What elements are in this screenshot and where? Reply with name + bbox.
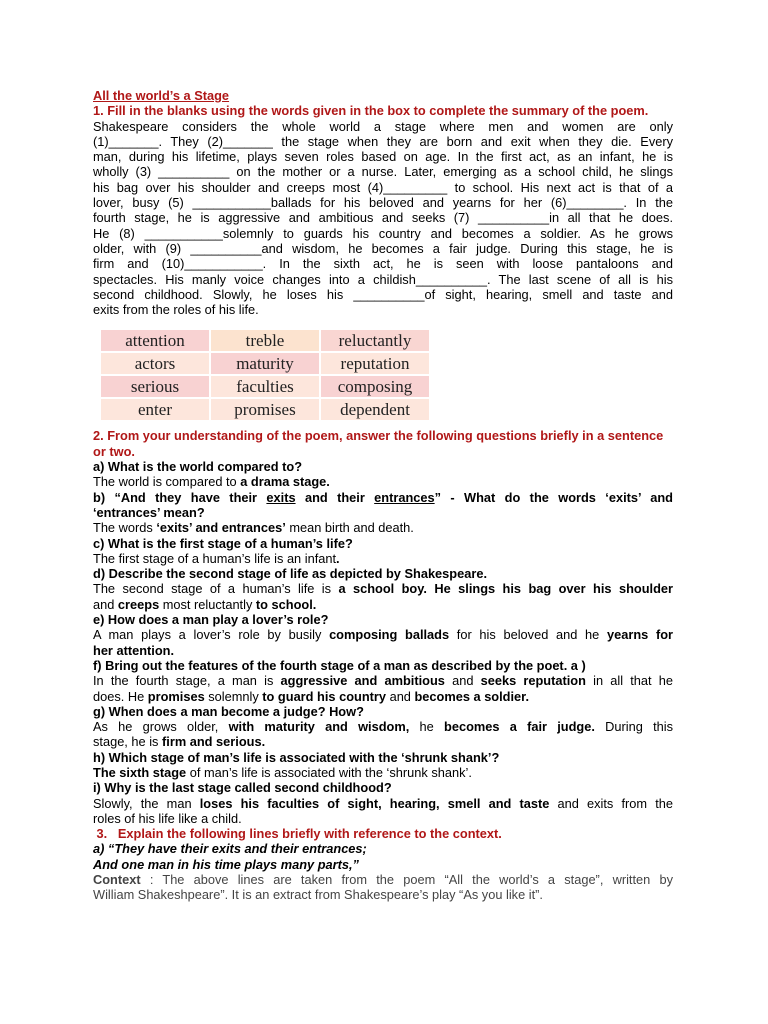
word-cell: dependent bbox=[321, 399, 429, 420]
answer-text: The second stage of a human’s life is bbox=[93, 581, 339, 597]
answer-text: and exits from the bbox=[549, 795, 673, 811]
answer-c bbox=[93, 551, 673, 566]
answer-text: In the fourth stage, a man is bbox=[93, 673, 281, 689]
question-b bbox=[93, 490, 673, 505]
question-3-heading: 3. Explain the following lines briefly with reference to the context. bbox=[93, 826, 502, 842]
answer-g bbox=[93, 719, 673, 734]
answer-text: A man plays a lover’s role by busily bbox=[93, 627, 330, 643]
context-line2: William Shakeshpeare”. It is an extract from Shakespeare’s play “As you like it”. bbox=[93, 887, 543, 903]
answer-text: mean birth and death. bbox=[285, 520, 414, 536]
question-underlined: exits bbox=[266, 489, 296, 505]
word-box-row bbox=[101, 353, 429, 374]
question-d: d) Describe the second stage of life as depicted by Shakespeare. bbox=[93, 566, 487, 582]
context-paragraph bbox=[93, 872, 673, 887]
word-cell: reputation bbox=[321, 353, 429, 374]
answer-i-line2: roles of his life like a child. bbox=[93, 810, 242, 826]
answer-text: The world is compared to bbox=[93, 474, 241, 490]
answer-bold: a school boy. He slings his bag over his shoulder bbox=[338, 581, 673, 597]
answer-text: and bbox=[444, 673, 481, 689]
word-cell: maturity bbox=[211, 353, 319, 374]
answer-text: The first stage of a human’s life is an infant bbox=[93, 550, 337, 566]
answer-e bbox=[93, 627, 673, 642]
answer-text: The words bbox=[93, 520, 157, 536]
word-cell: actors bbox=[101, 353, 209, 374]
summary-line: his bag over his shoulder and creeps most (4)_________ to school. His next act is that of a bbox=[93, 179, 673, 195]
question-a: a) What is the world compared to? bbox=[93, 459, 303, 475]
answer-e-line2: her attention. bbox=[93, 642, 175, 658]
page-title: All the world’s a Stage bbox=[93, 88, 230, 103]
summary-line: man, during his lifetime, plays seven roles based on age. In the first act, as an infant, he is bbox=[93, 149, 673, 165]
context-text: : The above lines are taken from the poem “All the world’s a stage”, written by bbox=[140, 872, 673, 888]
answer-text: does. He bbox=[93, 688, 148, 704]
answer-bold: loses his faculties of sight, hearing, smell and taste bbox=[199, 795, 550, 811]
answer-i bbox=[93, 796, 673, 811]
summary-line: second childhood. Slowly, he loses his __________of sight, hearing, smell and taste and bbox=[93, 286, 673, 302]
question-underlined: entrances bbox=[374, 489, 435, 505]
answer-text: most reluctantly bbox=[159, 596, 256, 612]
summary-line: He (8) ___________solemnly to guards his country and becomes a soldier. As he grows bbox=[93, 225, 673, 241]
question-text: ” - What do the words ‘exits’ and bbox=[434, 489, 673, 505]
answer-bold: with maturity and wisdom, bbox=[228, 719, 410, 735]
document-page bbox=[93, 88, 673, 903]
answer-h bbox=[93, 765, 673, 780]
word-box bbox=[99, 328, 431, 422]
summary-line: older, with (9) __________and wisdom, he becomes a fair judge. During this stage, he is bbox=[93, 240, 673, 256]
answer-bold: to guard his country bbox=[262, 688, 387, 704]
question-h: h) Which stage of man’s life is associated with the ‘shrunk shank’? bbox=[93, 749, 500, 765]
word-cell: enter bbox=[101, 399, 209, 420]
answer-g-line2 bbox=[93, 734, 673, 749]
word-cell: serious bbox=[101, 376, 209, 397]
answer-bold: composing ballads bbox=[329, 627, 450, 643]
summary-line: fourth stage, he is aggressive and ambitious and seeks (7) __________in all that he does. bbox=[93, 210, 673, 226]
question-b-line2: ‘entrances’ mean? bbox=[93, 504, 205, 520]
answer-text: for his beloved and he bbox=[449, 627, 607, 643]
answer-d-line2 bbox=[93, 597, 673, 612]
summary-line: exits from the roles of his life. bbox=[93, 302, 259, 318]
summary-line: Shakespeare considers the whole world a stage where men and women are only bbox=[93, 118, 673, 134]
answer-text: Slowly, the man bbox=[93, 795, 200, 811]
answer-bold: a drama stage. bbox=[240, 474, 330, 490]
answer-text: he bbox=[409, 719, 445, 735]
quote-line: a) “They have their exits and their entrances; bbox=[93, 841, 367, 857]
word-cell: attention bbox=[101, 330, 209, 351]
answer-bold: firm and serious. bbox=[162, 734, 266, 750]
answer-text: in all that he bbox=[585, 673, 673, 689]
word-cell: reluctantly bbox=[321, 330, 429, 351]
answer-text: stage, he is bbox=[93, 734, 163, 750]
summary-line: (1)_______. They (2)_______ the stage when they are born and exit when they die. Every bbox=[93, 133, 673, 149]
answer-bold: . bbox=[336, 550, 340, 566]
answer-text: As he grows older, bbox=[93, 719, 229, 735]
question-text: b) “And they have their bbox=[93, 489, 267, 505]
answer-bold: to school. bbox=[255, 596, 317, 612]
question-f: f) Bring out the features of the fourth stage of a man as described by the poet. a ) bbox=[93, 657, 586, 673]
question-e: e) How does a man play a lover’s role? bbox=[93, 612, 329, 628]
answer-text: of man’s life is associated with the ‘shrunk shank’. bbox=[186, 764, 472, 780]
answer-text: and bbox=[93, 596, 118, 612]
answer-text: and bbox=[386, 688, 415, 704]
word-box-row bbox=[101, 376, 429, 397]
answer-f bbox=[93, 673, 673, 688]
answer-bold: promises bbox=[147, 688, 205, 704]
answer-bold: seeks reputation bbox=[480, 673, 586, 689]
word-cell: faculties bbox=[211, 376, 319, 397]
question-c: c) What is the first stage of a human’s life? bbox=[93, 535, 353, 551]
answer-text: solemnly bbox=[204, 688, 263, 704]
question-g: g) When does a man become a judge? How? bbox=[93, 703, 364, 719]
answer-bold: becomes a soldier. bbox=[414, 688, 530, 704]
word-cell: composing bbox=[321, 376, 429, 397]
context-label: Context bbox=[93, 872, 141, 888]
answer-d bbox=[93, 581, 673, 596]
answer-a bbox=[93, 474, 673, 489]
answer-text: During this bbox=[594, 719, 674, 735]
question-1-heading: 1. Fill in the blanks using the words given in the box to complete the summary of the poem. bbox=[93, 103, 649, 119]
summary-paragraph bbox=[93, 119, 673, 318]
answer-bold: creeps bbox=[117, 596, 160, 612]
answer-f-line2 bbox=[93, 689, 673, 704]
summary-line: lover, busy (5) ___________ballads for his beloved and yearns for her (6)________. In the bbox=[93, 195, 673, 211]
summary-line: spectacles. His manly voice changes into a childish__________. The last scene of all is his bbox=[93, 271, 673, 287]
word-box-row bbox=[101, 330, 429, 351]
question-i: i) Why is the last stage called second childhood? bbox=[93, 780, 392, 796]
answer-bold: The sixth stage bbox=[93, 764, 187, 780]
word-box-row bbox=[101, 399, 429, 420]
summary-line: wholly (3) __________ on the mother or a nurse. Later, emerging as a school child, he slings bbox=[93, 164, 673, 180]
answer-bold: aggressive and ambitious bbox=[280, 673, 445, 689]
word-cell: treble bbox=[211, 330, 319, 351]
answer-b bbox=[93, 520, 673, 535]
answer-bold: yearns for bbox=[606, 627, 674, 643]
answer-bold: becomes a fair judge. bbox=[444, 719, 595, 735]
summary-line: firm and (10)___________. In the sixth act, he is seen with loose pantaloons and bbox=[93, 256, 673, 272]
quote-line: And one man in his time plays many parts,” bbox=[93, 856, 359, 872]
word-cell: promises bbox=[211, 399, 319, 420]
answer-bold: ‘exits’ and entrances’ bbox=[156, 520, 286, 536]
question-text: and their bbox=[295, 489, 375, 505]
question-2-heading: 2. From your understanding of the poem, answer the following questions briefly in a sentence or two. bbox=[93, 428, 664, 459]
